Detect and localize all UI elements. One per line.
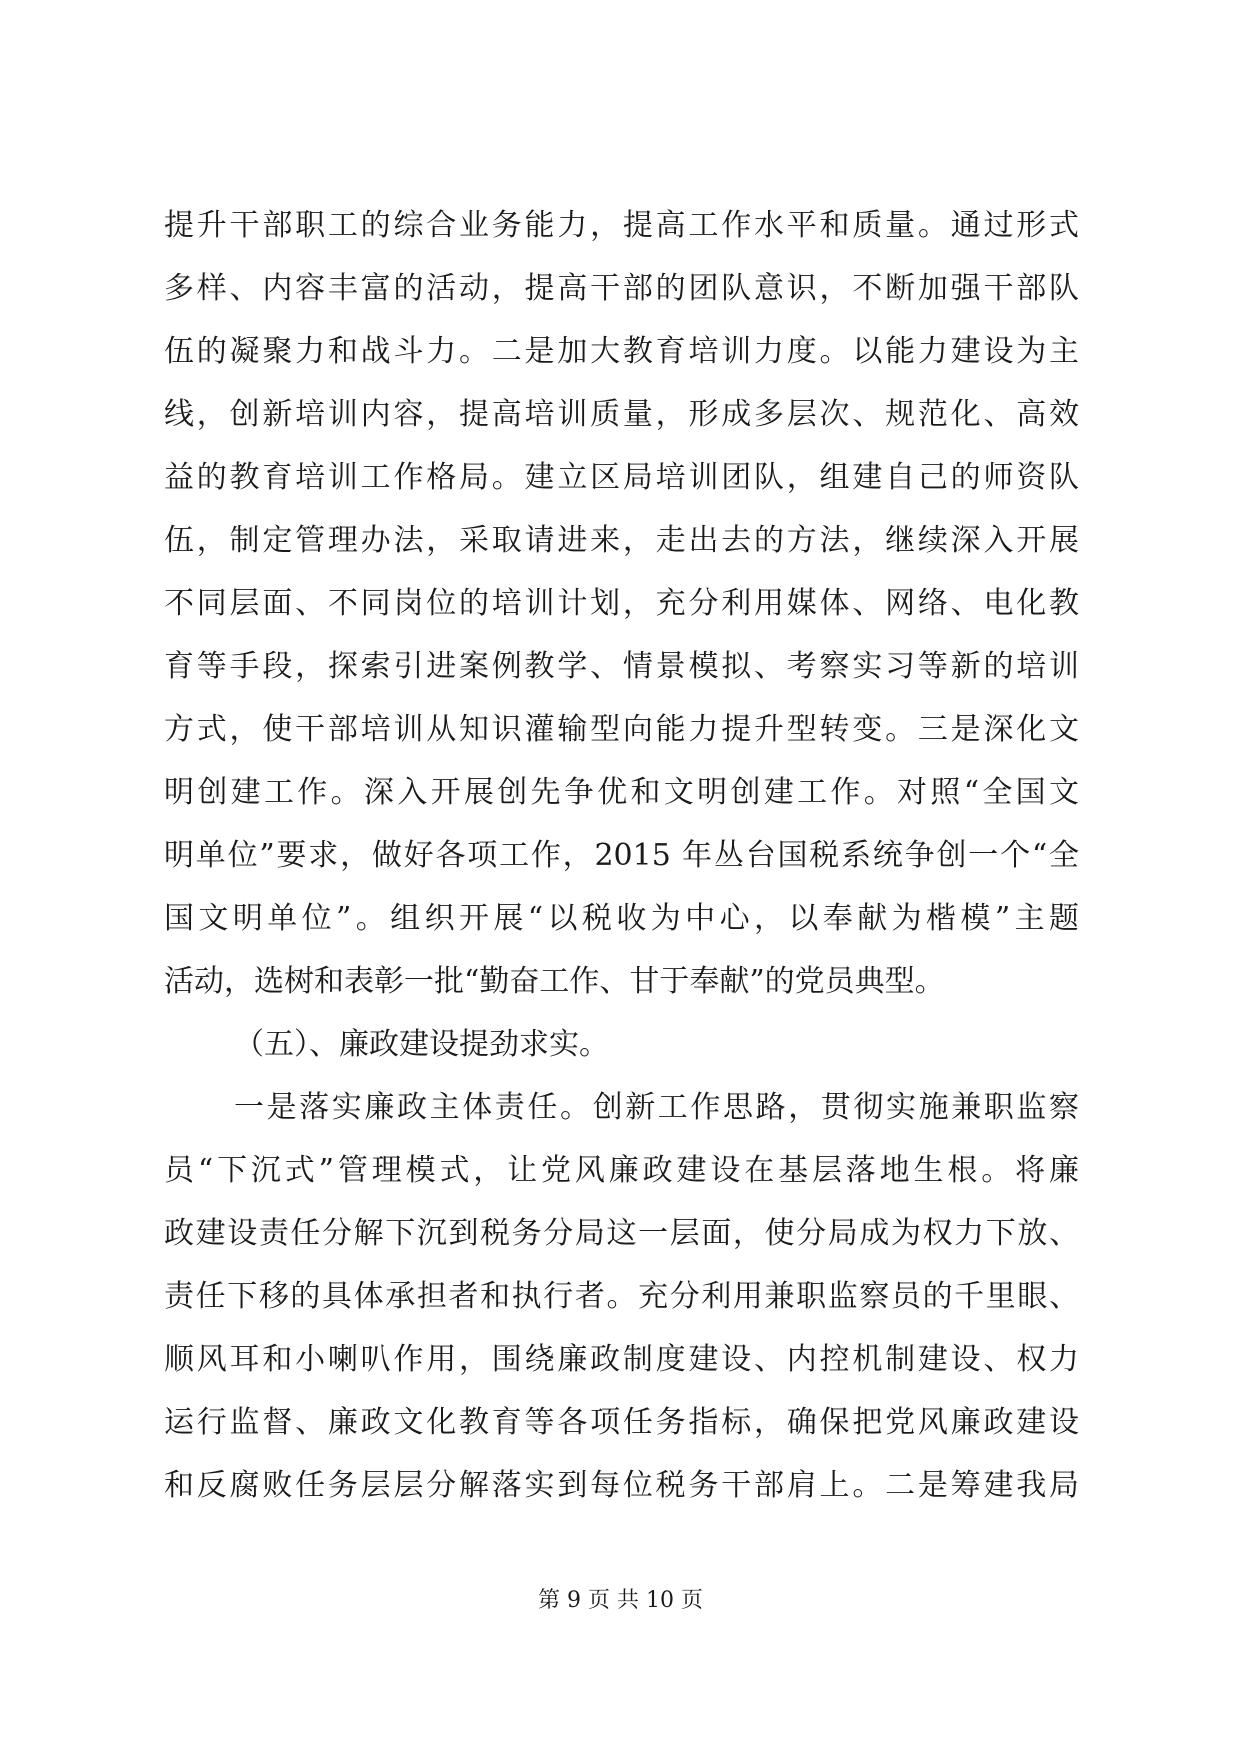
body-line-16: 员“下沉式”管理模式，让党风廉政建设在基层落地生根。将廉 [164, 1153, 1079, 1188]
body-line-8: 育等手段，探索引进案例教学、情景模拟、考察实习等新的培训 [164, 649, 1079, 684]
body-line-5: 益的教育培训工作格局。建立区局培训团队，组建自己的师资队 [164, 460, 1079, 495]
body-line-9: 方式，使干部培训从知识灌输型向能力提升型转变。三是深化文 [164, 712, 1079, 747]
body-line-6: 伍，制定管理办法，采取请进来，走出去的方法，继续深入开展 [164, 523, 1079, 558]
body-line-1: 提升干部职工的综合业务能力，提高工作水平和质量。通过形式 [164, 208, 1079, 243]
body-line-11: 明单位”要求，做好各项工作，2015 年丛台国税系统争创一个“全 [164, 838, 1079, 873]
body-line-10: 明创建工作。深入开展创先争优和文明创建工作。对照“全国文 [164, 775, 1079, 810]
body-line-21: 和反腐败任务层层分解落实到每位税务干部肩上。二是筹建我局 [164, 1468, 1079, 1503]
body-line-20: 运行监督、廉政文化教育等各项任务指标，确保把党风廉政建设 [164, 1405, 1079, 1440]
page-number-footer: 第 9 页 共 10 页 [538, 1588, 703, 1613]
body-line-2: 多样、内容丰富的活动，提高干部的团队意识，不断加强干部队 [164, 271, 1079, 306]
body-line-7: 不同层面、不同岗位的培训计划，充分利用媒体、网络、电化教 [164, 586, 1079, 621]
body-line-15: 一是落实廉政主体责任。创新工作思路，贯彻实施兼职监察 [234, 1090, 1079, 1125]
section-heading: （五）、廉政建设提劲求实。 [234, 1027, 609, 1062]
body-line-3: 伍的凝聚力和战斗力。二是加大教育培训力度。以能力建设为主 [164, 334, 1079, 369]
body-line-13: 活动，选树和表彰一批“勤奋工作、甘于奉献”的党员典型。 [164, 964, 945, 999]
body-line-4: 线，创新培训内容，提高培训质量，形成多层次、规范化、高效 [164, 397, 1079, 432]
body-line-12: 国文明单位”。组织开展“以税收为中心，以奉献为楷模”主题 [164, 901, 1079, 936]
body-line-19: 顺风耳和小喇叭作用，围绕廉政制度建设、内控机制建设、权力 [164, 1342, 1079, 1377]
body-line-17: 政建设责任分解下沉到税务分局这一层面，使分局成为权力下放、 [164, 1216, 1079, 1251]
body-line-18: 责任下移的具体承担者和执行者。充分利用兼职监察员的千里眼、 [164, 1279, 1079, 1314]
